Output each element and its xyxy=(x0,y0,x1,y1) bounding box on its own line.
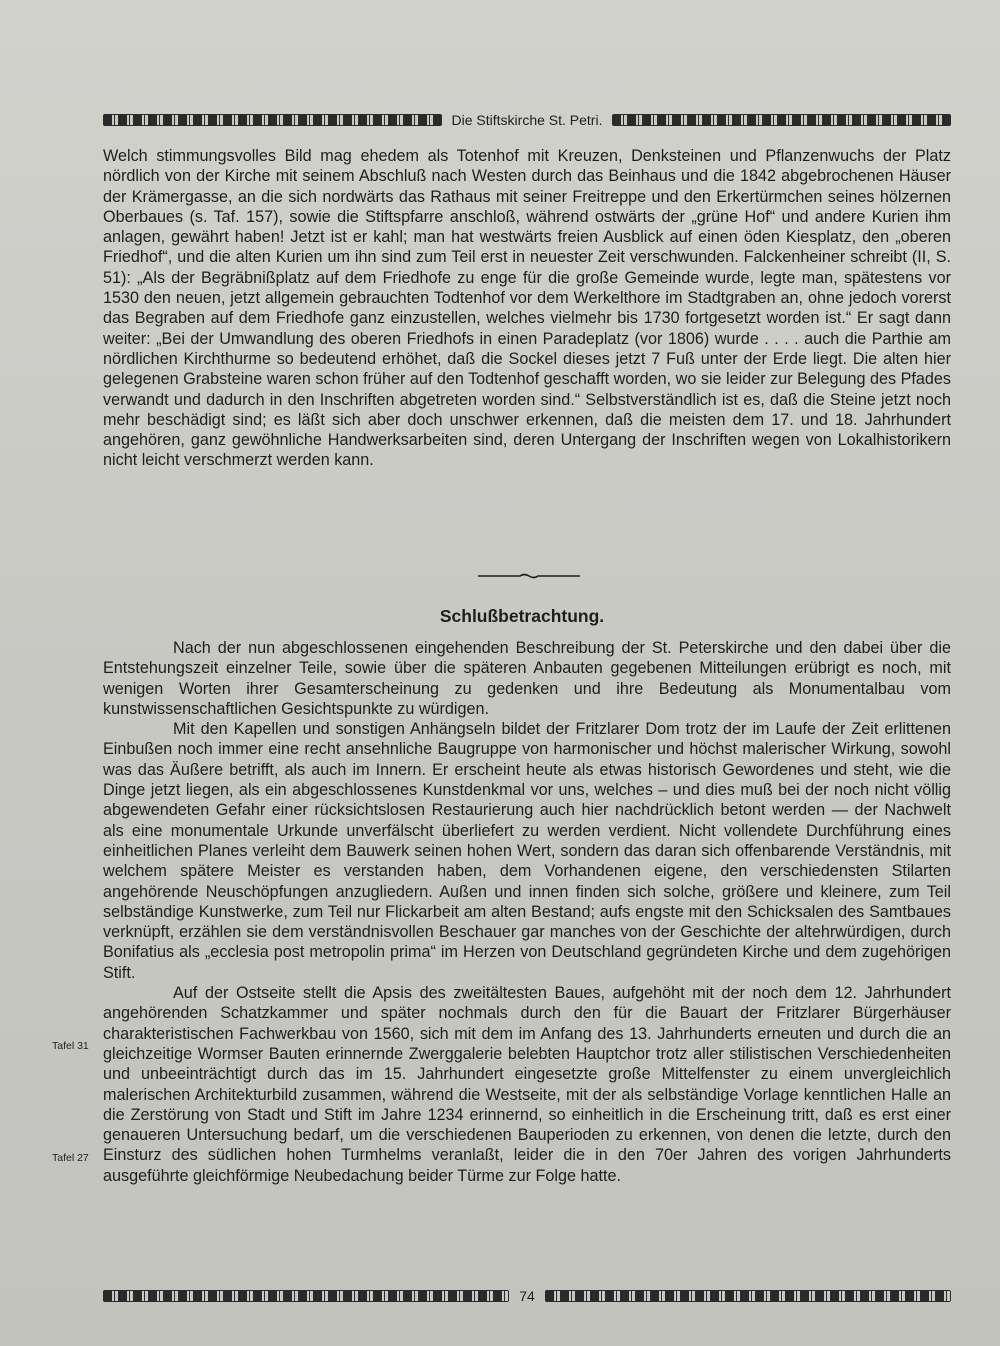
section-heading: Schlußbetrachtung. xyxy=(439,606,605,626)
ornamental-border-left xyxy=(103,1290,509,1302)
margin-note-tafel-27: Tafel 27 xyxy=(52,1152,89,1164)
margin-note-tafel-31: Tafel 31 xyxy=(52,1040,89,1052)
running-title: Die Stiftskirche St. Petri. xyxy=(451,112,603,128)
ornamental-border-right xyxy=(612,114,951,126)
ornamental-border-left xyxy=(103,114,442,126)
paragraph-gesamterscheinung: Mit den Kapellen und sonstigen Anhängseln bildet der Fritzlarer Dom trotz der im Laufe der Zeit erlittenen Einbußen noch immer eine recht ansehnliche Baugruppe von harmonischer und höchst malerischer Wirkung, sowohl was das Äußere betrifft, als auch im Innern. Er erscheint heute als etwas historisch Gewordenes und steht, wie die Dinge jetzt liegen, als ein abgeschlossenes Kunstdenkmal vor uns, welches – und dies muß bei der noch nicht völlig abgewendeten Gefahr einer rücksichtslosen Restaurierung auch hier nachdrücklich betont werden — der Nachwelt als eine monumentale Urkunde unverfälscht überliefert zu werden verdient. Nicht vollendete Durchführung eines einheitlichen Planes verleiht dem Bauwerk seinen hohen Wert, sondern das daran sich offenbarende Verständnis, mit welchem spätere Meister es verstanden haben, dem Vorhandenen eigene, den verschiedensten Stilarten angehörende Neuschöpfungen anzugliedern. Außen und innen finden sich solche, größere und kleinere, zum Teil selbständige Kunstwerke, zum Teil nur Flickarbeit am alten Bestand; aufs engste mit den Schicksalen des Samtbaues verknüpft, erzählen sie dem verständnisvollen Beschauer gar manches von der Geschichte der altehrwürdigen, durch Bonifatius als „ecclesia post metropolin prima“ im Herzen von Deutschland gegründeten Kirche und dem zugehörigen Stift. xyxy=(103,720,951,982)
running-header xyxy=(103,106,951,134)
paragraph-ostseite: Auf der Ostseite stellt die Apsis des zweitältesten Baues, aufgehöht mit der noch dem 12. Jahrhundert angehörenden Schatzkammer und später nochmals durch den für die Bauart der Fritzlarer Bürgerhäuser charakteristischen Fachwerkbau von 1560, sich mit dem im Anfang des 13. Jahrhunderts erneuten und durch die an gleichzeitige Wormser Bauten erinnernde Zwerggalerie belebten Hauptchor trotz aller stilistischen Verschiedenheiten und unbeeinträchtigt durch das im 15. Jahrhundert eingesetzte große Mittelfenster zu einem unvergleichlich malerischen Architekturbild zusammen, während die Westseite, mit der als selbständige Vorlage kenntlichen Halle an die Zerstörung von Stadt und Stift im Jahre 1234 erinnernd, so einheitlich in die Erscheinung tritt, daß es erst einer genaueren Untersuchung bedarf, um die verschiedenen Bauperioden zu erkennen, von denen die letzte, durch den Einsturz des südlichen hohen Turmhelms veranlaßt, leider die in den 70er Jahren des vorigen Jahrhunderts ausgeführte gleichförmige Neubedachung beider Türme zur Folge hatte. xyxy=(103,984,951,1185)
top-text-block xyxy=(103,146,951,471)
section-divider xyxy=(478,572,580,580)
page-footer xyxy=(103,1284,951,1308)
paragraph-friedhof: Welch stimmungsvolles Bild mag ehedem als Totenhof mit Kreuzen, Denksteinen und Pflanzenwuchs der Platz nördlich von der Kirche mit seinem Abschluß nach Westen durch das Beinhaus und die 1842 abgebrochenen Häuser der Krämergasse, an die sich nordwärts das Rathaus mit seiner Freitreppe und den Erkertürmchen seines hölzernen Oberbaues (s. Taf. 157), sowie die Stiftspfarre anschloß, während ostwärts der „grüne Hof“ und andere Kurien ihm anlagen, gewährt haben! Jetzt ist er kahl; man hat westwärts freien Ausblick auf einen öden Kiesplatz, den „oberen Friedhof“, und die alten Kurien um ihn sind zum Teil erst in neuester Zeit verschwunden. Falckenheiner schreibt (II, S. 51): „Als der Begräbnißplatz auf dem Friedhofe zu enge für die große Gemeinde wurde, legte man, spätestens vor 1530 den neuen, jetzt allgemein gebrauchten Todtenhof vor dem Werkelthore im Stadtgraben an, ohne jedoch vorerst das Begraben auf dem Friedhofe ganz einzustellen, welches vielmehr bis 1730 fortgesetzt worden ist.“ Er sagt dann weiter: „Bei der Umwandlung des oberen Friedhofs in einen Paradeplatz (vor 1806) wurde . . . . auch die Parthie am nördlichen Kirchthurme so bedeutend erhöhet, daß die Sockel dieses jetzt 7 Fuß unter der Erde liegt. Die alten hier gelegenen Grabsteine waren schon früher auf den Todtenhof geschafft worden, wo sie leider zur Belegung des Pfades verwandt und dadurch in den Inschriften abgetreten worden sind.“ Selbstverständlich ist es, daß die Steine jetzt noch mehr beschädigt sind; es läßt sich aber doch unschwer erkennen, daß die meisten dem 17. und 18. Jahrhundert angehören, ganz gewöhnliche Handwerksarbeiten sind, deren Untergang der Inschriften wegen von Lokalhistorikern nicht leicht verschmerzt werden kann. xyxy=(103,147,952,470)
page-number: 74 xyxy=(519,1288,535,1304)
paragraph-intro: Nach der nun abgeschlossenen eingehenden Beschreibung der St. Peterskirche und den dabei über die Entstehungszeit einzelner Teile, sowie über die späteren Anbauten gegebenen Mitteilungen erübrigt es noch, mit wenigen Worten ihrer Gesamterscheinung zu gedenken und ihre Bedeutung als Monumentalbau vom kunstwissenschaftlichen Gesichtspunkte zu würdigen. xyxy=(103,639,951,718)
section-body xyxy=(103,638,951,1186)
ornamental-border-right xyxy=(545,1290,951,1302)
